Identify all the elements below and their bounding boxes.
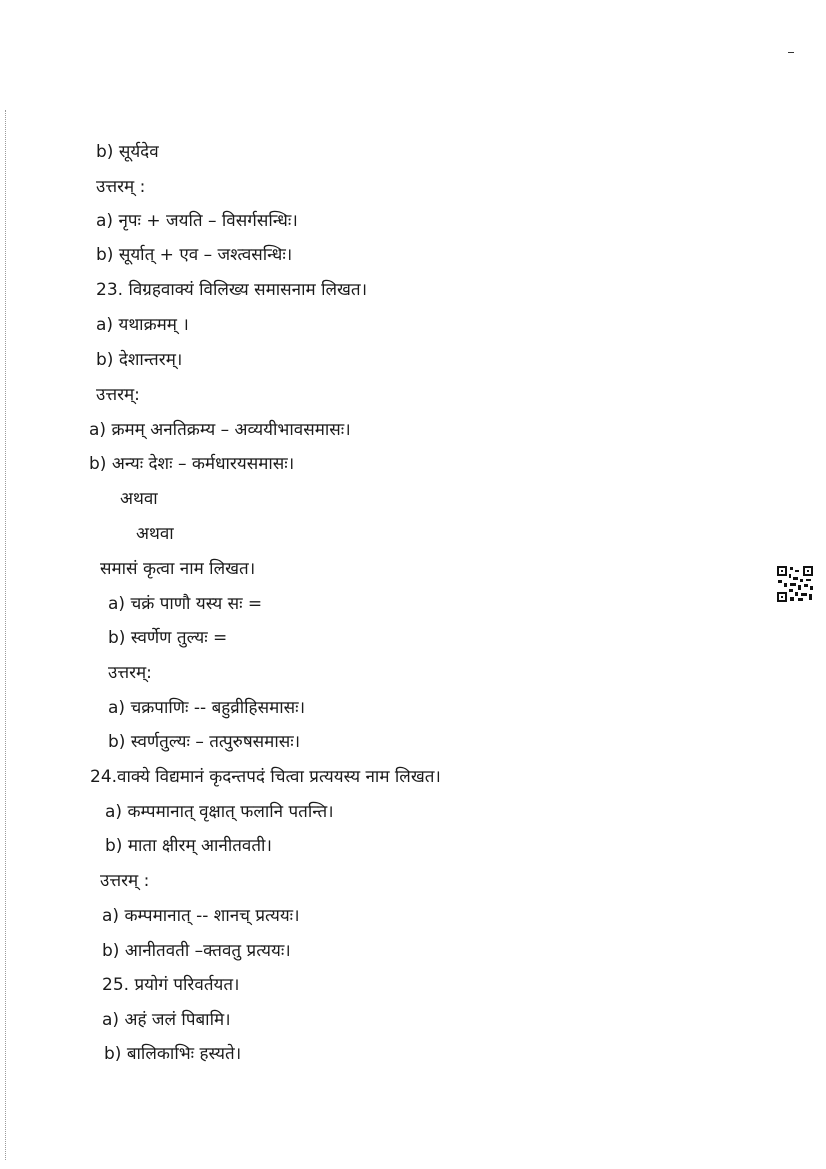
text-line: अथवा <box>120 489 158 509</box>
text-line: b) अन्यः देशः – कर्मधारयसमासः। <box>89 454 295 474</box>
text-line: b) माता क्षीरम् आनीतवती। <box>105 836 272 856</box>
text-line: उत्तरम् : <box>96 177 146 197</box>
text-line: b) सूर्यात् + एव – जश्त्वसन्धिः। <box>96 245 293 265</box>
scan-edge-dots <box>5 110 6 1160</box>
text-line: a) चक्रपाणिः -- बहुव्रीहिसमासः। <box>108 698 306 718</box>
text-line: a) अहं जलं पिबामि। <box>102 1010 231 1030</box>
text-line: उत्तरम्: <box>108 663 152 683</box>
text-line: उत्तरम्: <box>96 385 140 405</box>
text-line: b) स्वर्णतुल्यः – तत्पुरुषसमासः। <box>108 732 301 752</box>
text-line: उत्तरम् : <box>100 871 150 891</box>
text-line: a) चक्रं पाणौ यस्य सः = <box>108 594 263 614</box>
text-line: b) देशान्तरम्। <box>96 350 183 370</box>
text-line: a) कम्पमानात् -- शानच् प्रत्ययः। <box>102 906 300 926</box>
text-line: b) स्वर्णेण तुल्यः = <box>108 628 228 648</box>
text-line: a) क्रमम् अनतिक्रम्य – अव्ययीभावसमासः। <box>89 420 351 440</box>
text-line: a) कम्पमानात् वृक्षात् फलानि पतन्ति। <box>105 802 334 822</box>
text-line: a) यथाक्रमम् । <box>96 315 189 335</box>
question-heading: 25. प्रयोगं परिवर्तयत। <box>102 975 240 995</box>
text-line: b) बालिकाभिः हस्यते। <box>104 1044 242 1064</box>
text-line: अथवा <box>136 524 174 544</box>
text-line: b) आनीतवती –क्तवतु प्रत्ययः। <box>102 941 291 961</box>
text-line: a) नृपः + जयति – विसर्गसन्धिः। <box>96 211 298 231</box>
question-heading: 24.वाक्ये विद्यमानं कृदन्तपदं चित्वा प्रत्ययस्य नाम लिखत। <box>90 767 441 787</box>
question-heading: 23. विग्रहवाक्यं विलिख्य समासनाम लिखत। <box>96 280 368 300</box>
text-line: b) सूर्यदेव <box>96 142 159 162</box>
qr-code-icon <box>776 565 814 603</box>
text-line: समासं कृत्वा नाम लिखत। <box>100 559 256 579</box>
scan-mark <box>788 52 794 53</box>
